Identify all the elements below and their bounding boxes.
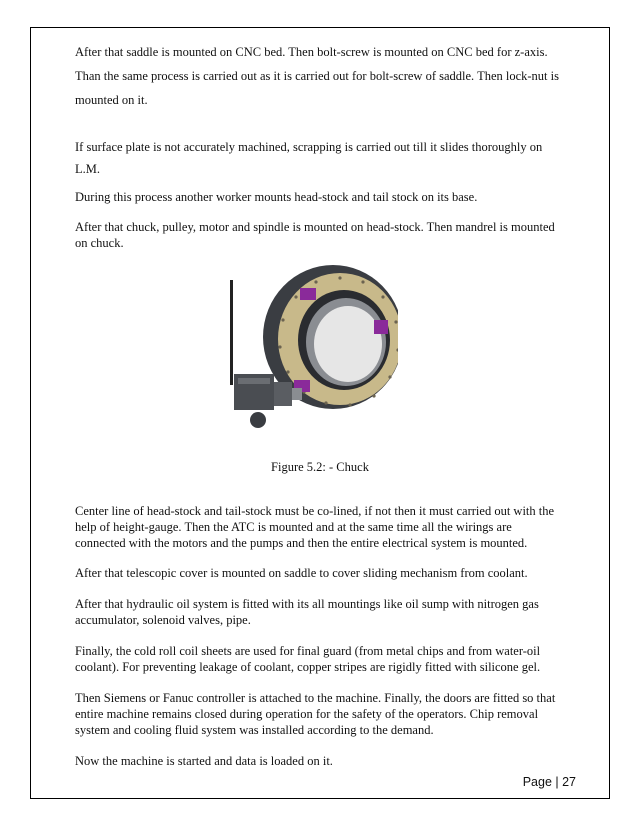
paragraph-1: After that saddle is mounted on CNC bed. Then bolt-screw is mounted on CNC bed for z-axis. Than the same process is carried out as it is carried out for bolt-screw of saddle. Then lock-nut is mounted on it. — [75, 45, 559, 107]
paragraph-2: If surface plate is not accurately machined, scrapping is carried out till it slides thoroughly on L.M. — [75, 140, 543, 176]
paragraph-3: During this process another worker mounts head-stock and tail stock on its base. — [75, 190, 478, 204]
paragraph-10: Now the machine is started and data is loaded on it. — [75, 754, 333, 768]
motor-flange — [274, 382, 292, 406]
paragraph-4: After that chuck, pulley, motor and spindle is mounted on head-stock. Then mandrel is mounted on chuck. — [75, 220, 555, 250]
paragraph-6: After that telescopic cover is mounted on saddle to cover sliding mechanism from coolant. — [75, 566, 528, 580]
clamp-right — [374, 320, 388, 334]
chuck-figure — [228, 262, 398, 442]
paragraph-8: Finally, the cold roll coil sheets are used for final guard (from metal chips and from water-oil coolant). For preventing leakage of coolant, copper stripes are rigidly fitted with silicone gel. — [75, 644, 541, 674]
rod — [230, 280, 233, 385]
page-number: Page | 27 — [522, 775, 576, 789]
paragraph-9: Then Siemens or Fanuc controller is attached to the machine. Finally, the doors are fitted so that entire machine remains closed during operation for the safety of the operators. Chip removal system and cooling fluid system was installed according to the demand. — [75, 691, 556, 737]
figure-caption: Figure 5.2: - Chuck — [271, 460, 369, 474]
clamp-top — [300, 288, 316, 300]
paragraph-5: Center line of head-stock and tail-stock must be co-lined, if not then it must carried out with the help of height-gauge. Then the ATC is mounted and at the same time all the wirings are connected with the motors and the pumps and then the entire electrical system is mounted. — [75, 504, 555, 550]
motor-shaft — [292, 388, 302, 400]
motor-connector — [250, 412, 266, 428]
paragraph-7: After that hydraulic oil system is fitted with its all mountings like oil sump with nitrogen gas accumulator, solenoid valves, pipe. — [75, 597, 539, 627]
bore-light — [314, 306, 382, 382]
